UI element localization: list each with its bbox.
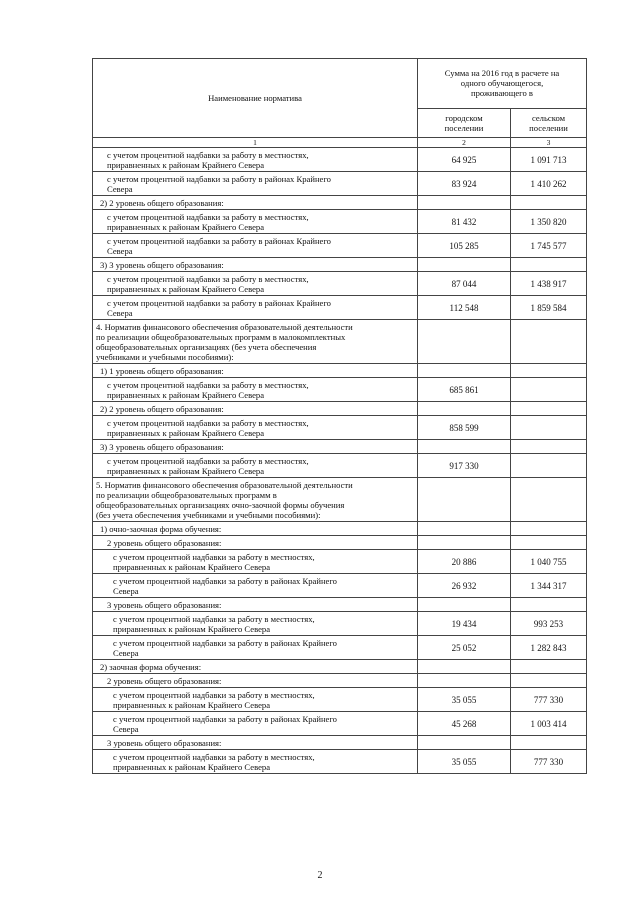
rural-value <box>511 454 587 478</box>
row-label <box>93 272 418 296</box>
rural-value <box>511 522 587 536</box>
urban-value <box>418 364 511 378</box>
table-row <box>93 148 587 172</box>
table-row <box>93 598 587 612</box>
row-label <box>93 550 418 574</box>
row-label-line: с учетом процентной надбавки за работу в местностях, <box>113 751 315 762</box>
row-label-line: по реализации общеобразовательных программ в малокомплектных <box>96 331 346 342</box>
row-label-line: приравненных к районам Крайнего Севера <box>107 221 265 232</box>
row-label-line: приравненных к районам Крайнего Севера <box>107 465 265 476</box>
table-row <box>93 402 587 416</box>
row-label <box>93 750 418 774</box>
table-row <box>93 636 587 660</box>
rural-value <box>511 660 587 674</box>
rural-value <box>511 440 587 454</box>
row-label-line: 2) 2 уровень общего образования: <box>100 403 224 414</box>
row-label <box>93 736 418 750</box>
rural-value <box>511 674 587 688</box>
row-label-line: общеобразовательных организациях очно-заочной формы обучения <box>96 499 345 510</box>
table-row <box>93 272 587 296</box>
row-label <box>93 574 418 598</box>
row-label-line: с учетом процентной надбавки за работу в районах Крайнего <box>107 235 331 246</box>
row-label-line: с учетом процентной надбавки за работу в районах Крайнего <box>113 713 337 724</box>
table-row <box>93 296 587 320</box>
row-label-line: 2) 2 уровень общего образования: <box>100 197 224 208</box>
row-label <box>93 660 418 674</box>
normatives-table <box>92 58 587 774</box>
rural-value: 1 040 755 <box>511 550 587 574</box>
row-label-line: 2 уровень общего образования: <box>107 537 222 548</box>
rural-value <box>511 598 587 612</box>
rural-value <box>511 196 587 210</box>
row-label-line: Севера <box>107 245 133 256</box>
urban-value <box>418 674 511 688</box>
row-label <box>93 522 418 536</box>
table-row <box>93 478 587 522</box>
header-rural-column <box>511 108 587 137</box>
row-label <box>93 674 418 688</box>
column-number: 3 <box>511 138 587 148</box>
urban-value: 20 886 <box>418 550 511 574</box>
urban-value: 917 330 <box>418 454 511 478</box>
row-label-line: с учетом процентной надбавки за работу в районах Крайнего <box>107 297 331 308</box>
urban-value: 35 055 <box>418 750 511 774</box>
row-label-line: приравненных к районам Крайнего Севера <box>113 699 271 710</box>
urban-value <box>418 736 511 750</box>
row-label-line: с учетом процентной надбавки за работу в местностях, <box>107 417 309 428</box>
header-rural-line: поселении <box>529 122 568 133</box>
row-label <box>93 210 418 234</box>
urban-value: 105 285 <box>418 234 511 258</box>
row-label <box>93 258 418 272</box>
table-row <box>93 550 587 574</box>
urban-value: 35 055 <box>418 688 511 712</box>
rural-value <box>511 416 587 440</box>
urban-value: 87 044 <box>418 272 511 296</box>
table-row <box>93 522 587 536</box>
row-label-line: общеобразовательных организациях (без учета обеспечения <box>96 341 317 352</box>
row-label-line: 4. Норматив финансового обеспечения образовательной деятельности <box>96 321 353 332</box>
row-label-line: (без учета обеспечения учебниками и учебными пособиями): <box>96 509 321 520</box>
row-label <box>93 172 418 196</box>
urban-value: 26 932 <box>418 574 511 598</box>
row-label <box>93 148 418 172</box>
row-label <box>93 440 418 454</box>
table-row <box>93 536 587 550</box>
header-sum-line: одного обучающегося, <box>460 78 544 89</box>
table-row <box>93 736 587 750</box>
row-label-line: приравненных к районам Крайнего Севера <box>107 427 265 438</box>
row-label-line: приравненных к районам Крайнего Севера <box>113 761 271 772</box>
rural-value <box>511 402 587 416</box>
urban-value: 112 548 <box>418 296 511 320</box>
table-row <box>93 172 587 196</box>
rural-value <box>511 258 587 272</box>
header-sum-line: Сумма на 2016 год в расчете на <box>444 68 560 79</box>
urban-value: 685 861 <box>418 378 511 402</box>
row-label-line: 3 уровень общего образования: <box>107 737 222 748</box>
table-row <box>93 210 587 234</box>
urban-value: 19 434 <box>418 612 511 636</box>
rural-value: 1 410 262 <box>511 172 587 196</box>
row-label-line: Севера <box>107 183 133 194</box>
row-label <box>93 478 418 522</box>
table-row <box>93 454 587 478</box>
table-row <box>93 660 587 674</box>
row-label-line: учебниками и учебными пособиями): <box>96 351 234 362</box>
header-rural-line: сельском <box>531 112 566 123</box>
urban-value <box>418 402 511 416</box>
row-label <box>93 636 418 660</box>
normatives-table-container <box>92 58 586 774</box>
row-label-line: с учетом процентной надбавки за работу в местностях, <box>113 689 315 700</box>
row-label-line: с учетом процентной надбавки за работу в местностях, <box>107 211 309 222</box>
header-name-column: Наименование норматива <box>93 59 418 138</box>
urban-value <box>418 320 511 364</box>
row-label-line: 1) 1 уровень общего образования: <box>100 365 224 376</box>
table-row <box>93 196 587 210</box>
row-label <box>93 536 418 550</box>
row-label-line: с учетом процентной надбавки за работу в местностях, <box>107 149 309 160</box>
row-label <box>93 296 418 320</box>
rural-value: 1 091 713 <box>511 148 587 172</box>
row-label-line: с учетом процентной надбавки за работу в районах Крайнего <box>113 575 337 586</box>
rural-value: 993 253 <box>511 612 587 636</box>
row-label-line: с учетом процентной надбавки за работу в районах Крайнего <box>113 637 337 648</box>
urban-value: 64 925 <box>418 148 511 172</box>
table-row <box>93 612 587 636</box>
rural-value: 1 438 917 <box>511 272 587 296</box>
row-label-line: приравненных к районам Крайнего Севера <box>113 623 271 634</box>
row-label-line: с учетом процентной надбавки за работу в местностях, <box>107 273 309 284</box>
row-label-line: с учетом процентной надбавки за работу в местностях, <box>107 455 309 466</box>
page-number: 2 <box>317 870 323 881</box>
rural-value: 777 330 <box>511 688 587 712</box>
table-row <box>93 364 587 378</box>
row-label <box>93 454 418 478</box>
row-label-line: с учетом процентной надбавки за работу в местностях, <box>113 613 315 624</box>
row-label <box>93 320 418 364</box>
rural-value: 1 003 414 <box>511 712 587 736</box>
row-label-line: Севера <box>113 585 139 596</box>
header-sum-line: проживающего в <box>471 88 533 99</box>
row-label <box>93 416 418 440</box>
urban-value <box>418 660 511 674</box>
row-label-line: 1) очно-заочная форма обучения: <box>100 523 222 534</box>
rural-value <box>511 320 587 364</box>
urban-value: 858 599 <box>418 416 511 440</box>
urban-value: 25 052 <box>418 636 511 660</box>
row-label-line: с учетом процентной надбавки за работу в местностях, <box>113 551 315 562</box>
rural-value: 1 282 843 <box>511 636 587 660</box>
header-urban-line: поселении <box>444 122 484 133</box>
rural-value: 777 330 <box>511 750 587 774</box>
row-label <box>93 402 418 416</box>
table-row <box>93 378 587 402</box>
table-row <box>93 440 587 454</box>
row-label-line: приравненных к районам Крайнего Севера <box>107 389 265 400</box>
row-label-line: Севера <box>113 723 139 734</box>
row-label <box>93 712 418 736</box>
urban-value: 45 268 <box>418 712 511 736</box>
urban-value <box>418 598 511 612</box>
table-row <box>93 712 587 736</box>
urban-value <box>418 478 511 522</box>
row-label-line: с учетом процентной надбавки за работу в районах Крайнего <box>107 173 331 184</box>
urban-value: 81 432 <box>418 210 511 234</box>
column-number: 1 <box>93 138 418 148</box>
row-label-line: 2 уровень общего образования: <box>107 675 222 686</box>
row-label-line: 5. Норматив финансового обеспечения образовательной деятельности <box>96 479 353 490</box>
row-label <box>93 688 418 712</box>
urban-value <box>418 196 511 210</box>
urban-value <box>418 258 511 272</box>
row-label-line: 3) 3 уровень общего образования: <box>100 441 224 452</box>
header-sum-column <box>418 59 587 109</box>
table-row <box>93 416 587 440</box>
row-label-line: 3) 3 уровень общего образования: <box>100 259 224 270</box>
row-label <box>93 598 418 612</box>
row-label <box>93 378 418 402</box>
row-label-line: приравненных к районам Крайнего Севера <box>107 283 265 294</box>
rural-value <box>511 736 587 750</box>
urban-value <box>418 440 511 454</box>
table-row <box>93 258 587 272</box>
row-label-line: приравненных к районам Крайнего Севера <box>113 561 271 572</box>
rural-value: 1 859 584 <box>511 296 587 320</box>
rural-value: 1 350 820 <box>511 210 587 234</box>
row-label-line: Севера <box>113 647 139 658</box>
header-urban-column <box>418 108 511 137</box>
rural-value: 1 745 577 <box>511 234 587 258</box>
urban-value: 83 924 <box>418 172 511 196</box>
row-label <box>93 364 418 378</box>
row-label-line: по реализации общеобразовательных программ в <box>96 489 277 500</box>
rural-value: 1 344 317 <box>511 574 587 598</box>
urban-value <box>418 536 511 550</box>
row-label <box>93 196 418 210</box>
row-label-line: Севера <box>107 307 133 318</box>
table-body <box>93 148 587 774</box>
table-row <box>93 750 587 774</box>
rural-value <box>511 478 587 522</box>
table-row <box>93 674 587 688</box>
table-row <box>93 574 587 598</box>
row-label-line: 2) заочная форма обучения: <box>100 661 202 672</box>
row-label <box>93 612 418 636</box>
urban-value <box>418 522 511 536</box>
rural-value <box>511 364 587 378</box>
row-label-line: приравненных к районам Крайнего Севера <box>107 159 265 170</box>
rural-value <box>511 378 587 402</box>
table-row <box>93 320 587 364</box>
row-label-line: 3 уровень общего образования: <box>107 599 222 610</box>
header-urban-line: городском <box>445 112 483 123</box>
row-label <box>93 234 418 258</box>
table-row <box>93 234 587 258</box>
column-number: 2 <box>418 138 511 148</box>
rural-value <box>511 536 587 550</box>
table-row <box>93 688 587 712</box>
row-label-line: с учетом процентной надбавки за работу в местностях, <box>107 379 309 390</box>
